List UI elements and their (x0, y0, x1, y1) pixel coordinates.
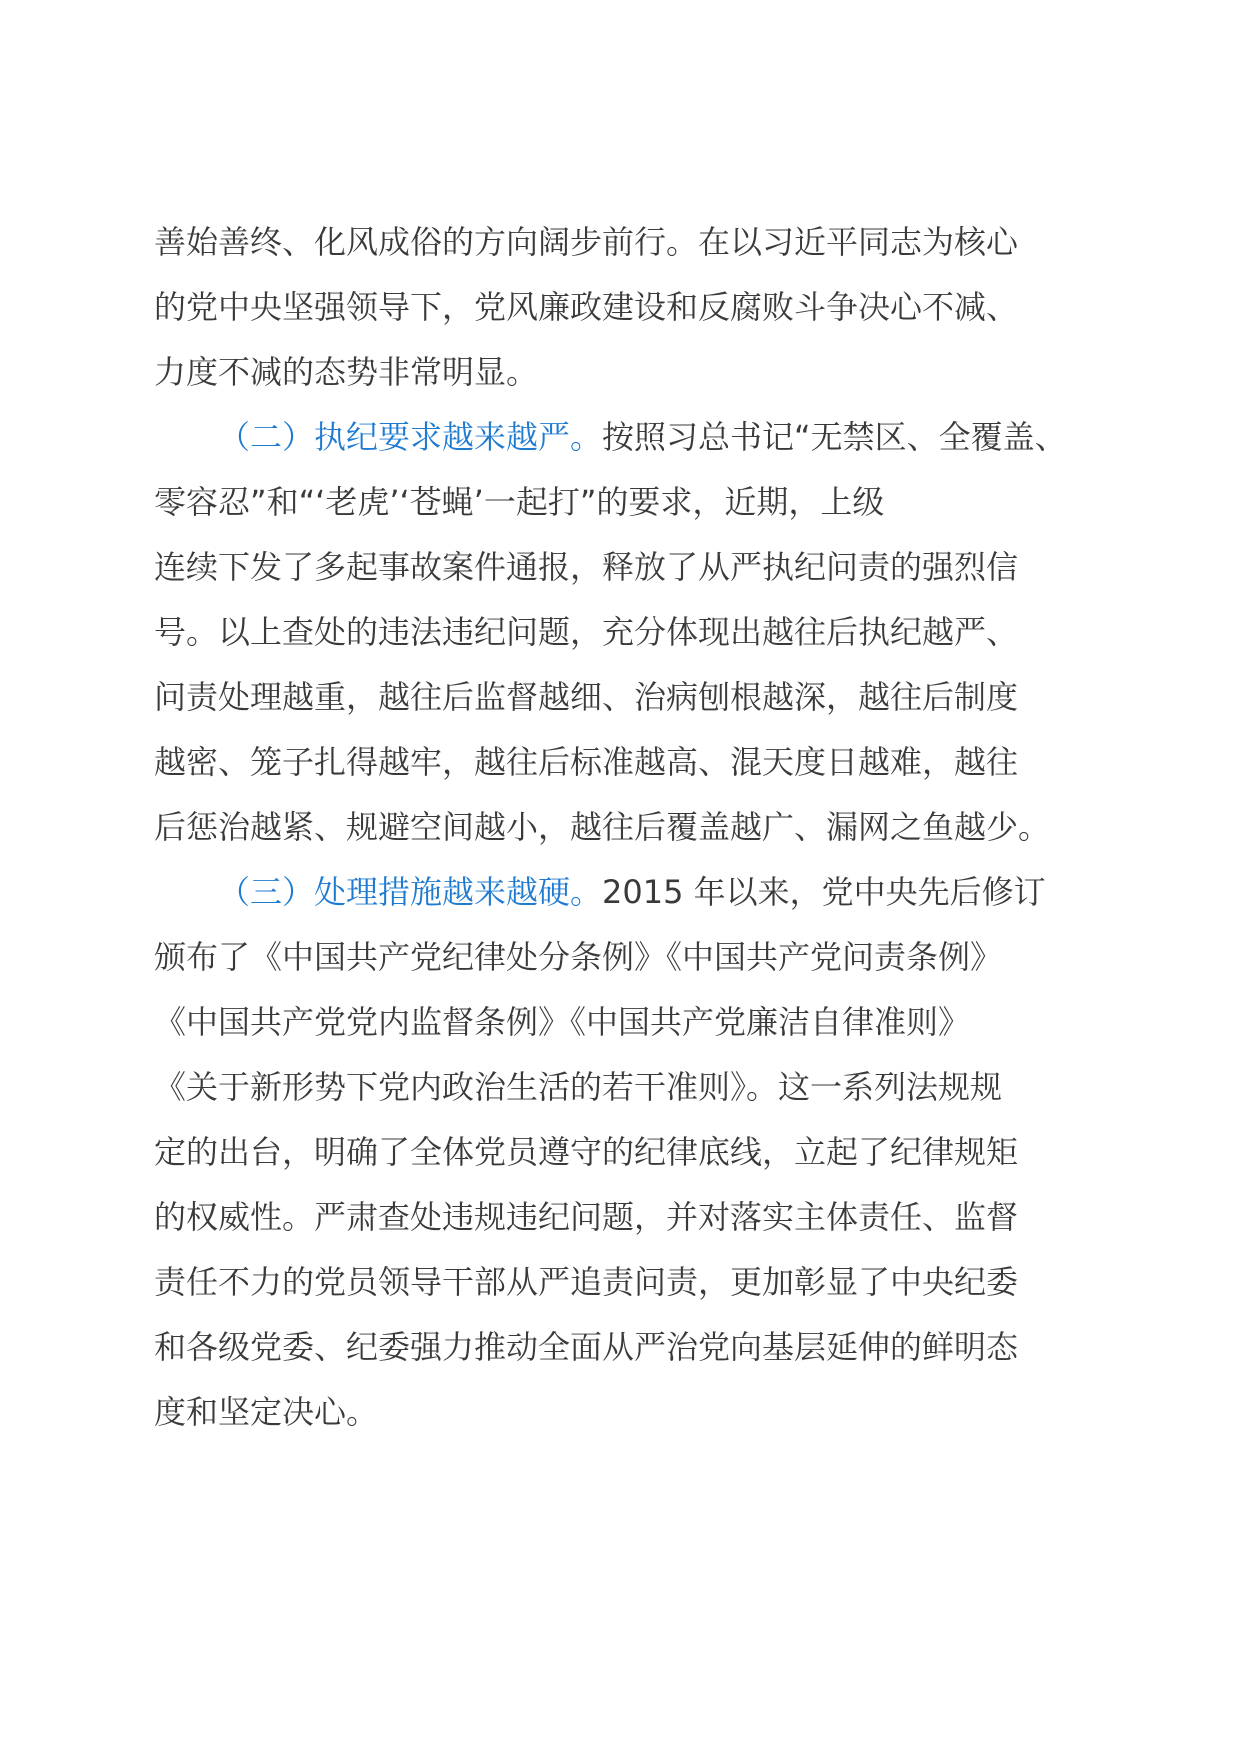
paragraph-line: 善始善终、化风成俗的方向阔步前行。在以习近平同志为核心 (154, 223, 1019, 261)
document-body (154, 210, 1094, 1445)
section-line-2 (154, 405, 1094, 470)
paragraph-line: 问责处理越重，越往后监督越细、治病刨根越深，越往后制度 (154, 678, 1019, 716)
paragraph-line: 越密、笼子扎得越牢，越往后标准越高、混天度日越难，越往 (154, 743, 1019, 781)
paragraph-line: 颁布了《中国共产党纪律处分条例》《中国共产党问责条例》 (154, 938, 1003, 976)
paragraph-line: 《中国共产党党内监督条例》《中国共产党廉洁自律准则》 (154, 1003, 971, 1041)
paragraph-line: 号。以上查处的违法违纪问题，充分体现出越往后执纪越严、 (154, 613, 1019, 651)
paragraph-line: 责任不力的党员领导干部从严追责问责，更加彰显了中央纪委 (154, 1263, 1019, 1301)
paragraph-line: 定的出台，明确了全体党员遵守的纪律底线，立起了纪律规矩 (154, 1133, 1019, 1171)
section-heading-2: （二）执纪要求越来越严。 (218, 418, 603, 456)
paragraph-line: 《关于新形势下党内政治生活的若干准则》。这一系列法规规 (154, 1068, 1003, 1106)
paragraph-line: 力度不减的态势非常明显。 (154, 353, 539, 391)
paragraph-line: 后惩治越紧、规避空间越小，越往后覆盖越广、漏网之鱼越少。 (154, 808, 1051, 846)
section-text-3: 2015 年以来，党中央先后修订 (602, 873, 1046, 911)
paragraph-line: 的权威性。严肃查处违规违纪问题，并对落实主体责任、监督 (154, 1198, 1019, 1236)
paragraph-line: 度和坚定决心。 (154, 1393, 379, 1431)
section-line-3 (154, 860, 1094, 925)
paragraph-line: 的党中央坚强领导下，党风廉政建设和反腐败斗争决心不减、 (154, 288, 1019, 326)
paragraph-line: 和各级党委、纪委强力推动全面从严治党向基层延伸的鲜明态 (154, 1328, 1019, 1366)
paragraph-line: 连续下发了多起事故案件通报，释放了从严执纪问责的强烈信 (154, 548, 1019, 586)
section-heading-3: （三）处理措施越来越硬。 (218, 873, 603, 911)
paragraph-line: 零容忍”和“‘老虎’‘苍蝇’一起打”的要求，近期，上级 (154, 483, 885, 521)
section-text-2: 按照习总书记“无禁区、全覆盖、 (602, 418, 1067, 456)
